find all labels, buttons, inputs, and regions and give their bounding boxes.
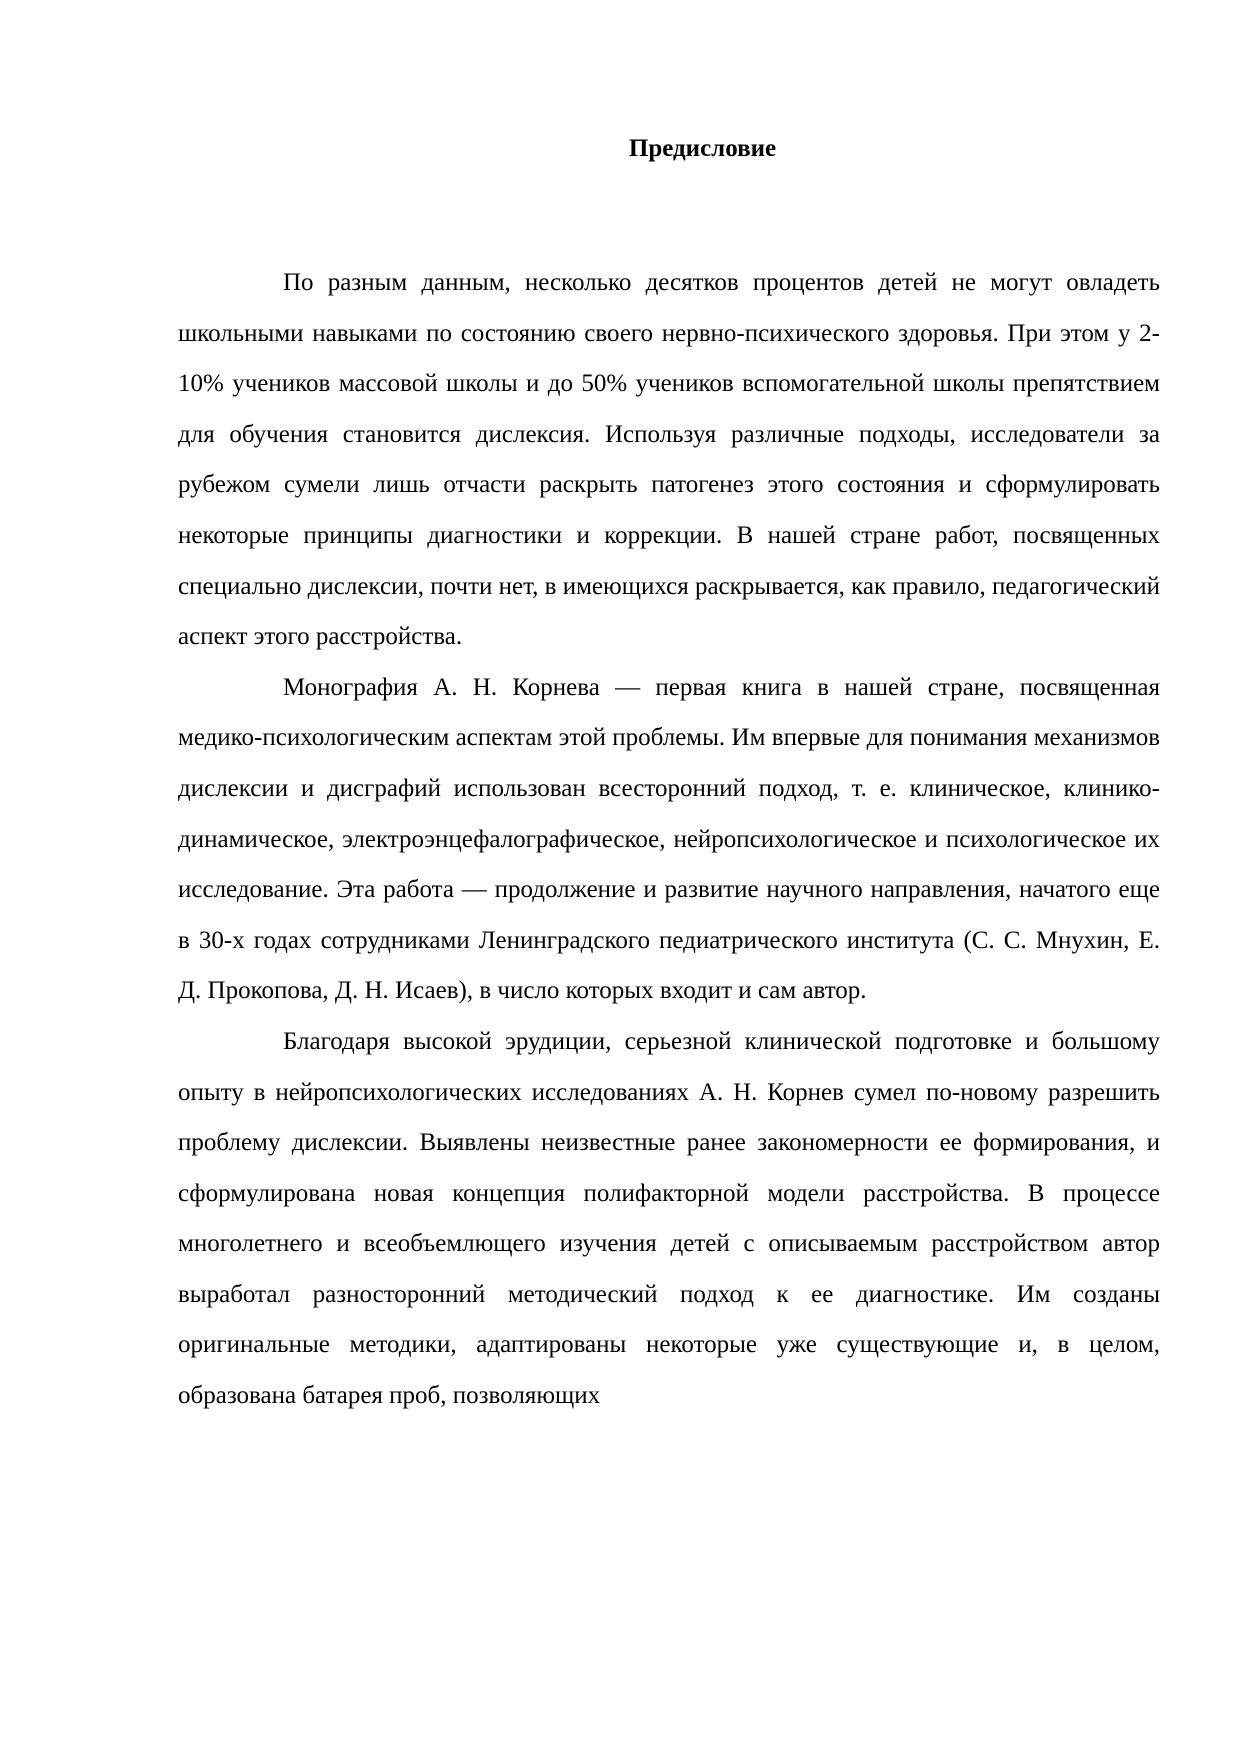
paragraph-2: Монография А. Н. Корнева — первая книга в нашей стране, посвященная медико-психологическим аспектам этой проблемы. Им впервые для понимания механизмов дислексии и дисграфий использован всесторонний подход, т. е. клиническое, клинико-динамическое, электроэнцефалографическое, нейропсихологическое и психологическое их исследование. Эта работа — продолжение и развитие научного направления, начатого еще в 30-х годах сотрудниками Ленинградского педиатрического института (С. С. Мнухин, Е. Д. Прокопова, Д. Н. Исаев), в число которых входит и сам автор.: [178, 673, 1160, 1005]
page-title: Предисловие: [628, 135, 777, 162]
body-text: [178, 258, 1160, 1422]
paragraph-1: По разным данным, несколько десятков процентов детей не могут овладеть школьными навыками по состоянию своего нервно-психического здоровья. При этом у 2-10% учеников массовой школы и до 50% учеников вспомогательной школы препятствием для обучения становится дислексия. Используя различные подходы, исследователи за рубежом сумели лишь отчасти раскрыть патогенез этого состояния и сформулировать некоторые принципы диагностики и коррекции. В нашей стране работ, посвященных специально дислексии, почти нет, в имеющихся раскрывается, как правило, педагогический аспект этого расстройства.: [178, 269, 1160, 651]
paragraph-3: Благодаря высокой эрудиции, серьезной клинической подготовке и большому опыту в нейропсихологических исследованиях А. Н. Корнев сумел по-новому разрешить проблему дислексии. Выявлены неизвестные ранее закономерности ее формирования, и сформулирована новая концепция полифакторной модели расстройства. В процессе многолетнего и всеобъемлющего изучения детей с описываемым расстройством автор выработал разносторонний методический подход к ее диагностике. Им созданы оригинальные методики, адаптированы некоторые уже существующие и, в целом, образована батарея проб, позволяющих: [178, 1027, 1160, 1410]
